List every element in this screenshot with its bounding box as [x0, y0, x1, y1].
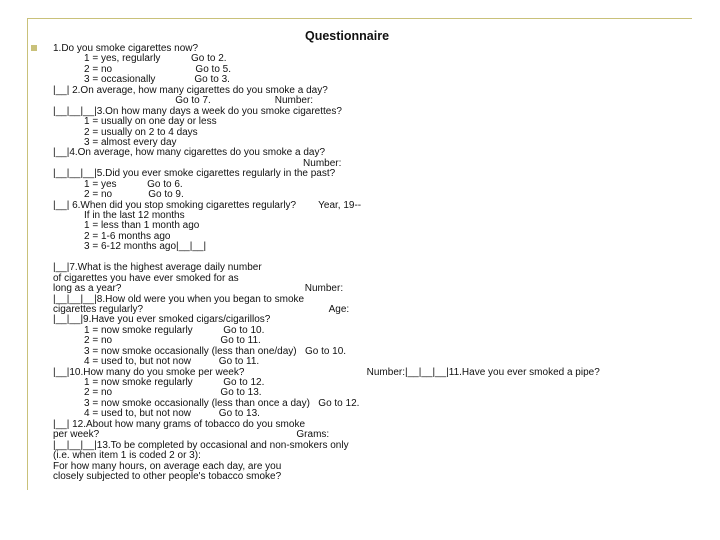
questionnaire-line: 1 = yes Go to 6. — [84, 178, 183, 190]
questionnaire-line: 2 = usually on 2 to 4 days — [84, 126, 198, 138]
slide-top-rule — [27, 18, 692, 19]
questionnaire-line: of cigarettes you have ever smoked for as — [53, 272, 239, 284]
questionnaire-line: |__|__|__|3.On how many days a week do you smoke cigarettes? — [53, 105, 342, 117]
questionnaire-line: 1 = yes, regularly Go to 2. — [84, 53, 227, 65]
questionnaire-line: 3 = 6-12 months ago|__|__| — [84, 241, 207, 253]
questionnaire-line: 1 = usually on one day or less — [84, 116, 217, 128]
questionnaire-line: 1 = less than 1 month ago — [84, 220, 200, 232]
page-title: Questionnaire — [305, 29, 390, 43]
questionnaire-line: 2 = no Go to 9. — [84, 189, 184, 201]
questionnaire-line: 1 = now smoke regularly Go to 12. — [84, 377, 265, 388]
questionnaire-line: 1 = now smoke regularly Go to 10. — [84, 324, 265, 336]
questionnaire-line: long as a year? Number: — [53, 283, 344, 295]
questionnaire-line: For how many hours, on average each day, are you — [53, 460, 282, 472]
questionnaire-line: |__|__|__|5.Did you ever smoke cigarettes regularly in the past? — [53, 168, 336, 180]
questionnaire-body — [53, 44, 693, 482]
questionnaire-line: cigarettes regularly? Age: — [53, 303, 350, 315]
questionnaire-line: (i.e. when item 1 is coded 2 or 3): — [53, 450, 201, 462]
questionnaire-line: 4 = used to, but not now Go to 11. — [84, 356, 260, 368]
questionnaire-line: 3 = now smoke occasionally (less than one/day) Go to 10. — [84, 345, 347, 357]
questionnaire-line: |__|7.What is the highest average daily number — [53, 262, 262, 274]
questionnaire-line: closely subjected to other people's tobacco smoke? — [53, 470, 282, 482]
questionnaire-line: per week? Grams: — [53, 429, 330, 441]
questionnaire-line: |__|4.On average, how many cigarettes do you smoke a day? — [53, 147, 326, 159]
questionnaire-line: 3 = occasionally Go to 3. — [84, 74, 230, 86]
questionnaire-line: |__|__|__|13.To be completed by occasional and non-smokers only — [53, 439, 349, 451]
questionnaire-line: Go to 7. Number: — [53, 95, 314, 107]
questionnaire-line: |__|__|__|8.How old were you when you began to smoke — [53, 293, 305, 305]
questionnaire-line: Number: — [53, 157, 342, 169]
questionnaire-line: |__| 2.On average, how many cigarettes do you smoke a day? — [53, 84, 328, 96]
slide-left-rule — [27, 18, 28, 490]
questionnaire-line: 2 = 1-6 months ago — [84, 230, 171, 242]
questionnaire-line: |__| 12.About how many grams of tobacco do you smoke — [53, 418, 306, 430]
questionnaire-line: 3 = almost every day — [84, 136, 177, 148]
questionnaire-line: 2 = no Go to 5. — [84, 63, 232, 75]
questionnaire-line: 2 = no Go to 13. — [84, 387, 262, 399]
bullet-square-icon — [31, 45, 37, 51]
questionnaire-line: 1.Do you smoke cigarettes now? — [53, 43, 199, 54]
questionnaire-line: |__|__|9.Have you ever smoked cigars/cigarillos? — [53, 314, 271, 326]
questionnaire-line: 3 = now smoke occasionally (less than once a day) Go to 12. — [84, 397, 360, 409]
questionnaire-line: |__| 6.When did you stop smoking cigarettes regularly? Year, 19-- — [53, 199, 362, 211]
questionnaire-line: 4 = used to, but not now Go to 13. — [84, 408, 260, 420]
questionnaire-line: If in the last 12 months — [84, 210, 185, 221]
questionnaire-line: 2 = no Go to 11. — [84, 335, 261, 347]
questionnaire-line: |__|10.How many do you smoke per week? Number:|__|__|__|11.Have you ever smoked a pipe? — [53, 366, 600, 378]
